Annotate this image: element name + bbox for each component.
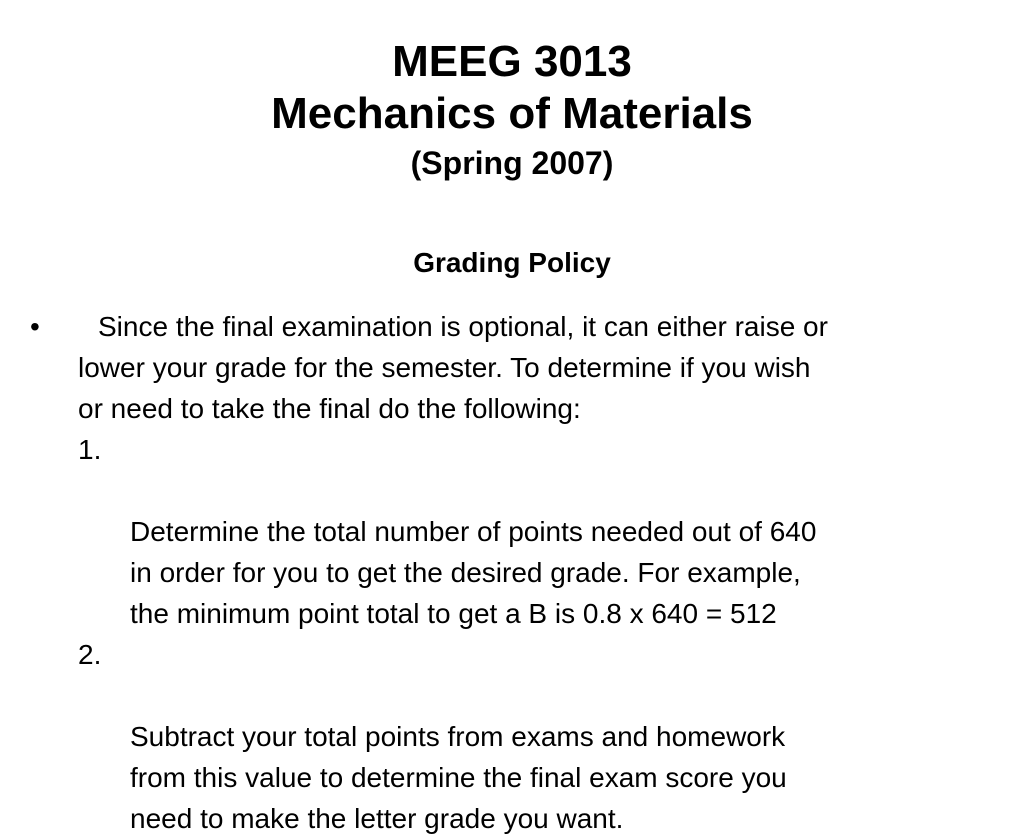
item-number: 2.	[78, 639, 102, 670]
item-text: Subtract your total points from exams and homework from this value to determine the final exam score you need to make the letter grade you want.	[130, 721, 787, 834]
slide-title	[0, 36, 1024, 186]
numbered-list	[78, 429, 1010, 839]
bullet-text: Since the final examination is optional, it can either raise or lower your grade for the semester. To determine if you wish or need to take the final do the following:	[78, 311, 828, 424]
course-name: Mechanics of Materials	[271, 89, 753, 138]
item-text: Determine the total number of points needed out of 640 in order for you to get the desired grade. For example, the minimum point total to get a B is 0.8 x 640 = 512	[130, 516, 817, 629]
term-label: (Spring 2007)	[410, 145, 614, 181]
item-number: 1.	[78, 434, 102, 465]
bullet-marker: •	[30, 311, 40, 342]
list-item	[78, 634, 1010, 839]
course-code: MEEG 3013	[392, 37, 632, 86]
bullet-item	[30, 306, 1010, 839]
list-item	[78, 429, 1010, 634]
section-heading: Grading Policy	[413, 247, 611, 278]
